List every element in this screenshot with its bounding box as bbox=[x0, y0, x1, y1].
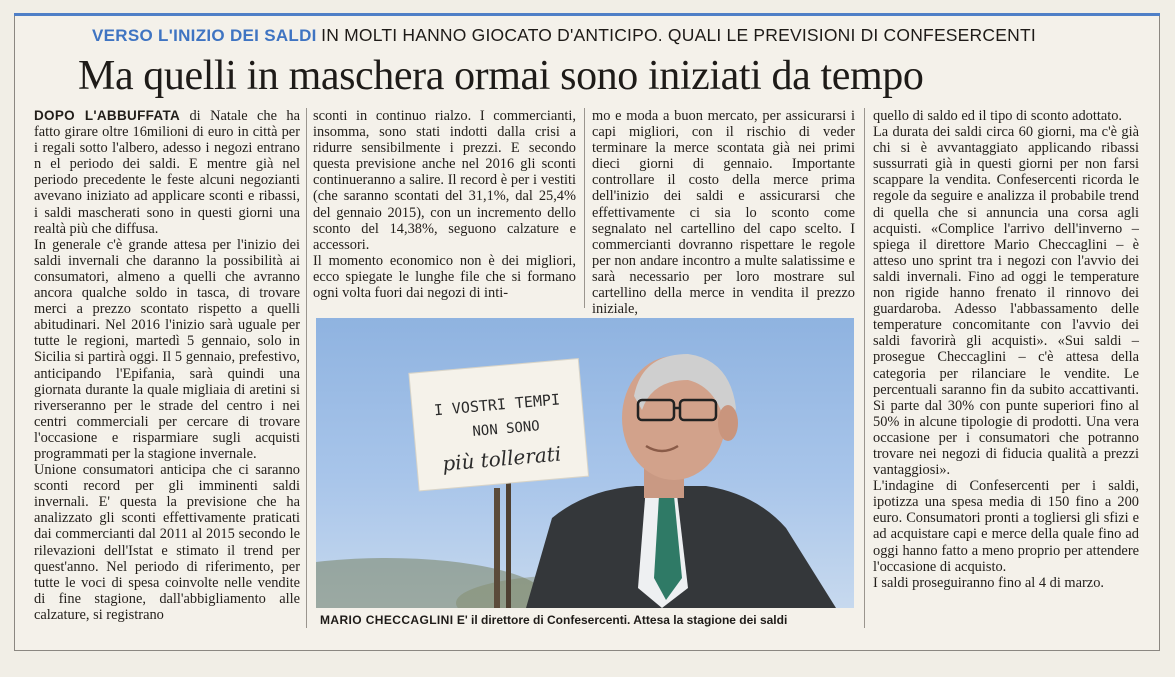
column-3 bbox=[592, 108, 855, 317]
protest-sign bbox=[409, 359, 589, 491]
paragraph: La durata dei saldi circa 60 giorni, ma c'è già chi si è avvantaggiato applicando ribassi sussurrati già in questi giorni per non farsi scappare la vendita. Confesercenti ricorda le regole da seguire e analizza il probabile trend di quella che si annuncia una corsa agli acquisti. «Complice l'arrivo dell'inverno – spiega il direttore Mario Checcaglini – è atteso uno sprint tra i negozi con l'avvio dei saldi invernali. Fino ad oggi le temperature non rigide hanno frenato il rinnovo dei guardaroba. Adesso l'abbassamento delle temperature concomitante con l'avvio dei saldi favorirà gli acquisti». «Sui saldi – prosegue Checcaglini – c'è attesa della categoria per rilanciare le vendite. Le percentuali saranno fin da subito accattivanti. Si parte dal 30% con punte superiori fino al 50% in alcune tipologie di prodotti. Una vera occasione per i consumatori che potranno trovare nei negozi di fiducia qualità a prezzi vantaggiosi». bbox=[873, 124, 1139, 479]
paragraph: Unione consumatori anticipa che ci saranno sconti record per gli imminenti saldi invernali. E' questa la previsione che ha analizzato gli sconti effettivamente praticati dai commercianti dal 2011 al 2015 secondo le rilevazioni dell'Istat e stimato il trend per quest'anno. Nel periodo di riferimento, per tutte le voci di spesa coinvolte nelle vendite di fine stagione, dall'abbigliamento alle calzature, si registrano bbox=[34, 462, 300, 623]
kicker-line bbox=[92, 20, 1036, 50]
paragraph: quello di saldo ed il tipo di sconto adottato. bbox=[873, 108, 1123, 124]
caption-name: MARIO CHECCAGLINI bbox=[320, 613, 454, 627]
paragraph: mo e moda a buon mercato, per assicurarsi i capi migliori, con il rischio di veder terminare la merce scontata già nei primi dieci giorni di gennaio. Importante controllare il costo della merce prima dell'inizio dei saldi e assicurarsi che effettivamente ci sia lo sconto come segnalato nel cartellino del capo scelto. I commercianti dovranno rispettare le regole per non andare incontro a multe salatissime e sarà necessario per loro mostrare sul cartellino della merce in vendita il prezzo iniziale, bbox=[592, 108, 855, 318]
paragraph: L'indagine di Confesercenti per i saldi, ipotizza una spesa media di 150 fino a 200 euro. Consumatori pronti a togliersi gli sfizi e ad acquistare capi e merce della quale fino ad oggi hanno fatto a meno proprio per attendere l'occasione di acquisto. bbox=[873, 478, 1139, 575]
photo-caption bbox=[320, 612, 860, 628]
column-rule bbox=[306, 108, 307, 628]
kicker-text: IN MOLTI HANNO GIOCATO D'ANTICIPO. QUALI LE PREVISIONI DI CONFESERCENTI bbox=[321, 25, 1036, 45]
sign-text: I VOSTRI TEMPI bbox=[433, 390, 561, 420]
paragraph: Il momento economico non è dei migliori, ecco spiegate le lunghe file che si formano ogni volta fuori dai negozi di inti- bbox=[313, 252, 576, 302]
paragraph: I saldi proseguiranno fino al 4 di marzo. bbox=[873, 574, 1104, 591]
kicker-highlight: VERSO L'INIZIO DEI SALDI bbox=[92, 26, 317, 45]
column-2 bbox=[313, 108, 576, 301]
paragraph-text: di Natale che ha fatto girare oltre 16milioni di euro in città per i regali sotto l'albero, adesso i negozi entrano n el periodo dei saldi. E mentre già nel periodo precedente le feste alcuni negozianti avevano iniziato ad applicare sconti e ribassi, i saldi mascherati sono in questi giorni una realtà più che diffusa. bbox=[34, 108, 301, 237]
column-4 bbox=[873, 108, 1139, 591]
column-rule bbox=[584, 108, 585, 308]
sign-text: NON SONO bbox=[471, 418, 541, 441]
column-1 bbox=[34, 108, 300, 623]
sign-post bbox=[506, 483, 511, 608]
sign-text: più tollerati bbox=[441, 441, 563, 476]
photo-illustration bbox=[316, 318, 854, 608]
sign-post bbox=[494, 488, 500, 608]
paragraph bbox=[34, 108, 300, 237]
caption-text: E' il direttore di Confesercenti. Attesa la stagione dei saldi bbox=[456, 613, 788, 627]
article-photo bbox=[316, 318, 854, 608]
top-accent-rule bbox=[14, 13, 1160, 16]
paragraph: In generale c'è grande attesa per l'inizio dei saldi invernali che daranno la possibilità ai consumatori, almeno a quelli che avranno ancora qualche soldo in tasca, di trovare merci a prezzo scontato rispetto a quelli abitudinari. Nel 2016 l'inizio sarà uguale per tutte le regioni, martedì 5 gennaio, solo in Sicilia si partirà oggi. Il 5 gennaio, prefestivo, anticipando l'Epifania, sarà quindi una giornata durante la quale migliaia di aretini si riverseranno per le strade del centro i nei centri commerciali per cercare di trovare l'occasione e risparmiare sugli acquisti programmati per la stagione invernale. bbox=[34, 236, 300, 462]
column-rule bbox=[864, 108, 865, 628]
headline: Ma quelli in maschera ormai sono iniziati da tempo bbox=[78, 53, 924, 99]
lead-in: DOPO L'ABBUFFATA bbox=[34, 108, 181, 123]
paragraph: sconti in continuo rialzo. I commercianti, insomma, sono stati indotti dalla crisi a ridurre sensibilmente i prezzi. E secondo questa previsione anche nel 2016 gli sconti continueranno a salire. Il record è per i vestiti (che saranno scontati del 31,1%, dal 25,4% del gennaio 2015), con un incremento dello sconto del 14,38%, seguono calzature e accessori. bbox=[313, 108, 576, 253]
